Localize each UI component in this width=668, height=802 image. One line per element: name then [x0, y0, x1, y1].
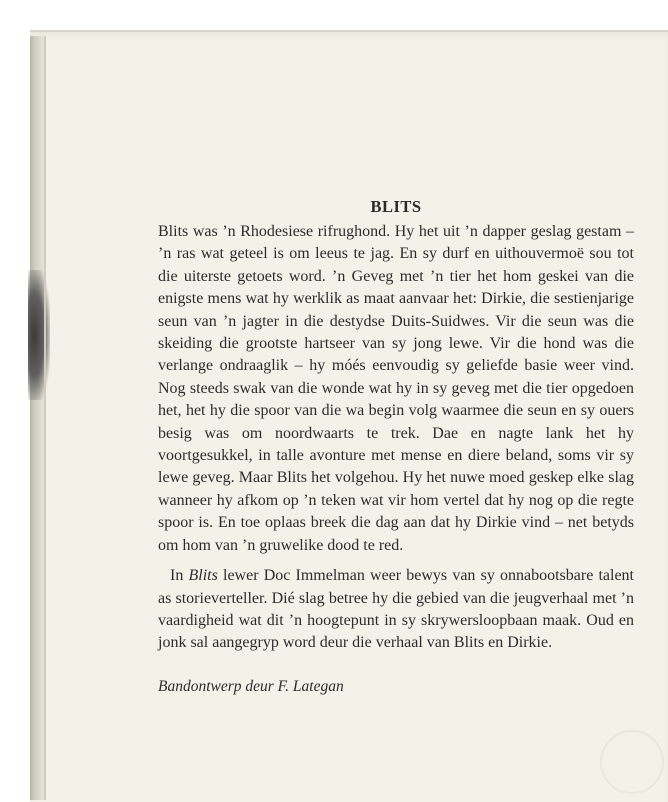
- paragraph-author-rest: lewer Doc Immelman weer bewys van sy onnabootsbare talent as storieverteller. Dié slag betree hy die gebied van die jeugverhaal met ’n vaardigheid wat dit ’n hoogtepunt in sy skrywersloopbaan maak. Oud en jonk sal aangegryp word deur die verhaal van Blits en Dirkie.: [158, 567, 635, 652]
- book-title-italic: Blits: [188, 567, 218, 585]
- page-title: BLITS: [370, 197, 422, 216]
- paragraph-author: [158, 565, 634, 655]
- spine-edge: [44, 36, 46, 800]
- paragraph-author-lead: In: [170, 567, 189, 585]
- cover-design-credit: Bandontwerp deur F. Lategan: [158, 677, 344, 695]
- spine-shadow: [28, 270, 50, 400]
- bleed-through-logo: [600, 730, 664, 794]
- book-spine: [30, 36, 44, 800]
- blurb-text: [158, 196, 634, 697]
- paragraph-synopsis: Blits was ’n Rhodesiese rifrughond. Hy het uit ’n dapper geslag gestam – ’n ras wat geteel is om leeus te jag. En sy durf en uithouvermoë sou tot die uiterste getoets word. ’n Geveg met ’n tier het hom geskei van die enigste mens wat hy werklik as maat aanvaar het: Dirkie, die sestienjarige seun van ’n jagter in die destydse Duits-Suidwes. Vir die seun was die skeiding die grootste hartseer van sy jong lewe. Vir die hond was die verlange ondraaglik – hy móés eenvoudig sy geliefde basie weer vind. Nog steeds swak van die wonde wat hy in sy geveg met die tier opgedoen het, het hy die spoor van die wa begin volg waarmee die seun en sy ouers besig was om noordwaarts te trek. Dae en nagte lank het hy voortgesukkel, in talle avonture met mense en diere beland, soms vir sy lewe geveg. Maar Blits het volgehou. Hy het nuwe moed geskep elke slag wanneer hy afkom op ’n teken wat vir hom vertel dat hy nog op die regte spoor is. En toe oplaas breek die dag aan dat hy Dirkie vind – net betyds om hom van ’n gruwelike dood te red.: [158, 223, 634, 554]
